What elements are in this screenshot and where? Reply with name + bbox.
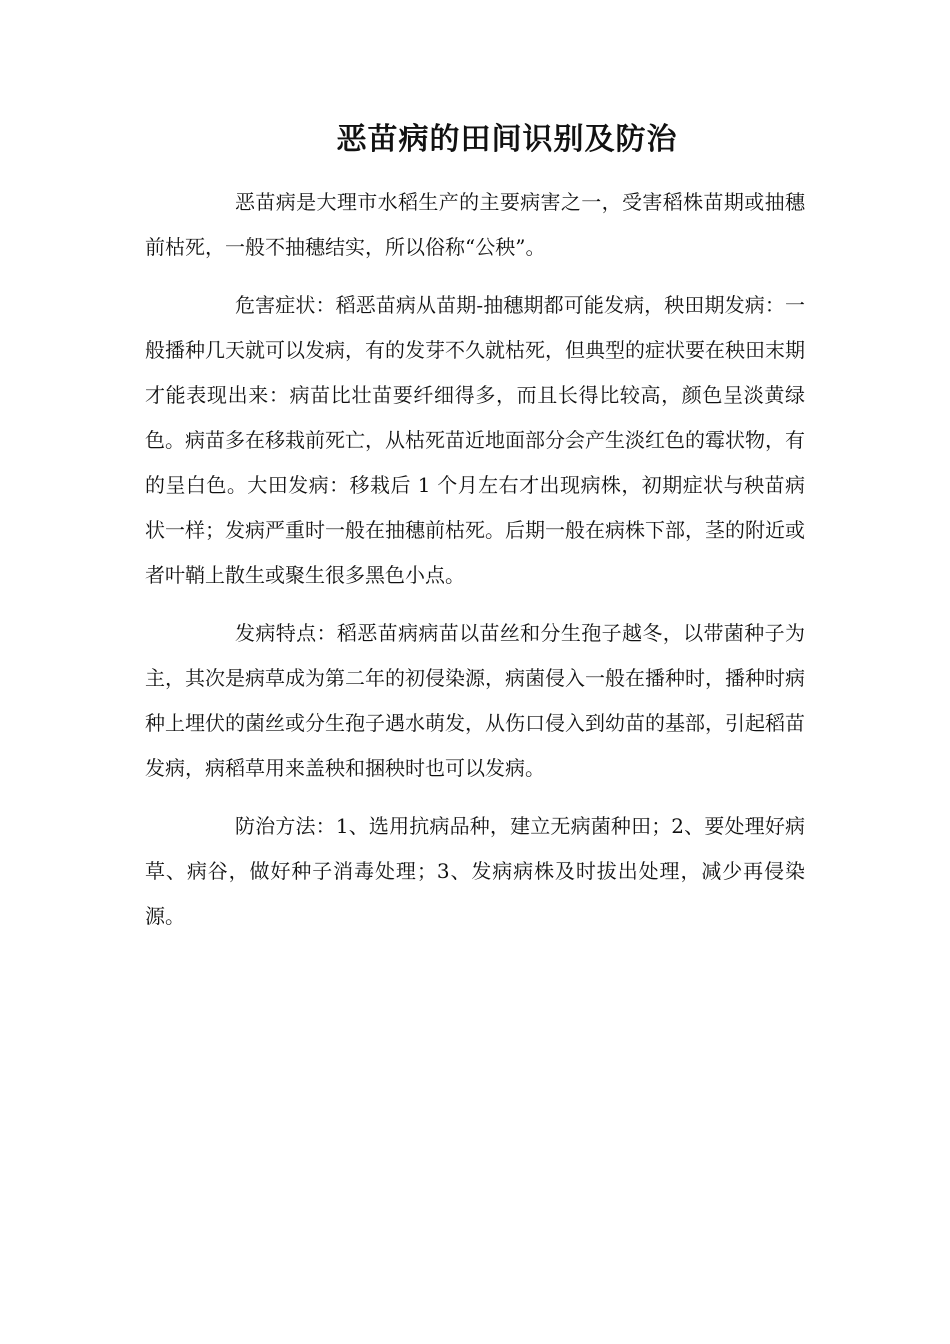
paragraph-control-methods: 防治方法：1、选用抗病品种，建立无病菌种田；2、要处理好病草、病谷，做好种子消毒处理；3、发病病株及时拔出处理，减少再侵染源。 — [145, 814, 805, 928]
paragraph-intro: 恶苗病是大理市水稻生产的主要病害之一，受害稻株苗期或抽穗前枯死，一般不抽穗结实，所以俗称“公秧”。 — [145, 190, 805, 259]
document-body — [145, 180, 805, 952]
document-title: 恶苗病的田间识别及防治 — [336, 122, 678, 157]
paragraph-disease-characteristics: 发病特点：稻恶苗病病苗以苗丝和分生孢子越冬，以带菌种子为主，其次是病草成为第二年的初侵染源，病菌侵入一般在播种时，播种时病种上埋伏的菌丝或分生孢子遇水萌发，从伤口侵入到幼苗的基部，引起稻苗发病，病稻草用来盖秧和捆秧时也可以发病。 — [145, 621, 805, 780]
paragraph-symptoms: 危害症状：稻恶苗病从苗期-抽穗期都可能发病，秧田期发病：一般播种几天就可以发病，有的发芽不久就枯死，但典型的症状要在秧田末期才能表现出来：病苗比壮苗要纤细得多，而且长得比较高，颜色呈淡黄绿色。病苗多在移栽前死亡，从枯死苗近地面部分会产生淡红色的霉状物，有的呈白色。大田发病：移栽后 1 个月左右才出现病株，初期症状与秧苗病状一样；发病严重时一般在抽穗前枯死。后期一般在病株下部，茎的附近或者叶鞘上散生或聚生很多黑色小点。 — [145, 293, 805, 587]
